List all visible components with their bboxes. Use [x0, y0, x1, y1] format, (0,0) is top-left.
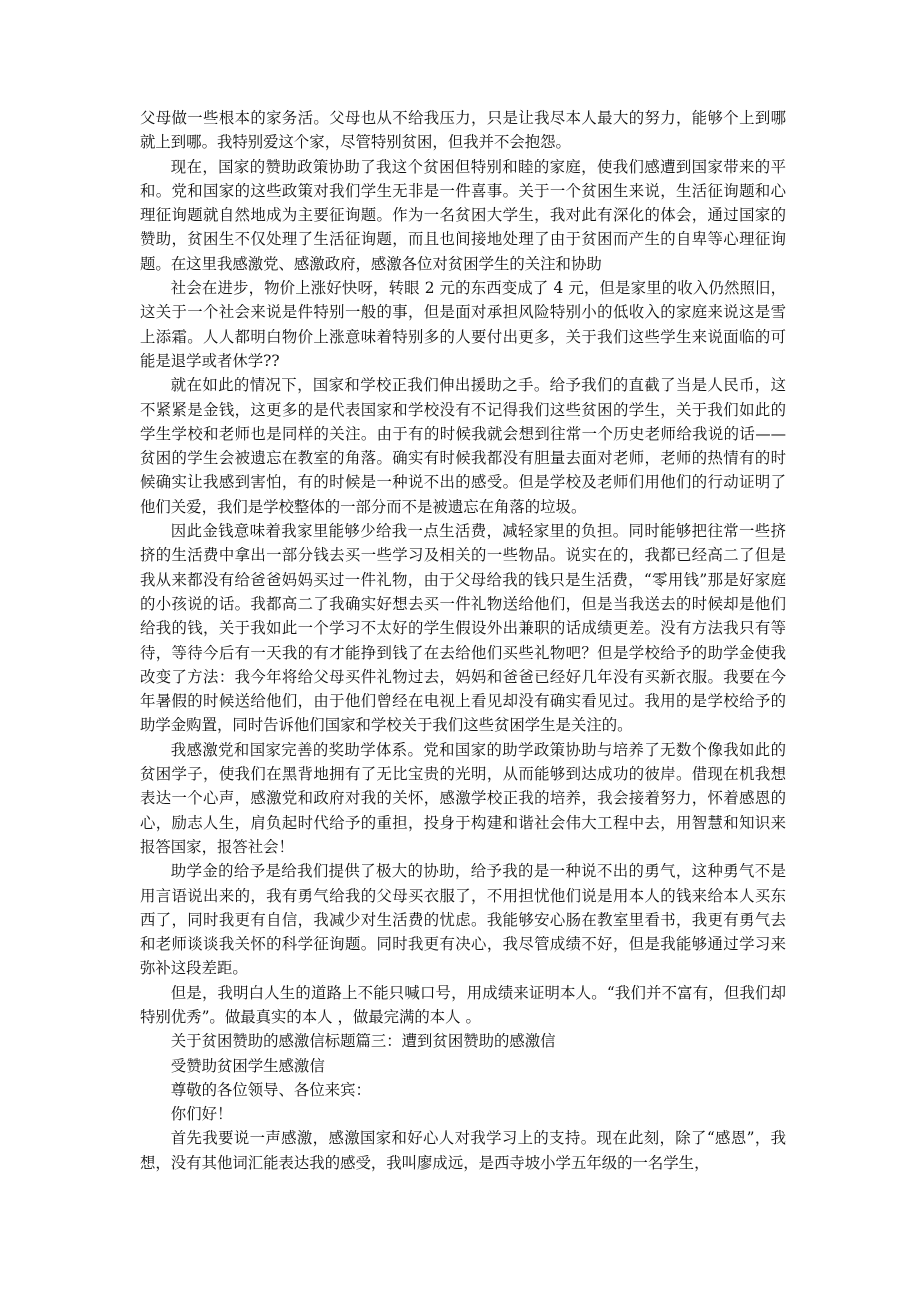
paragraph-7: 助学金的给予是给我们提供了极大的协助，给予我的是一种说不出的勇气，这种勇气不是用言语说出来的，我有勇气给我的父母买衣服了，不用担忧他们说是用本人的钱来给本人买东西了，同时我更有自信，我减少对生活费的忧虑。我能够安心肠在教室里看书，我更有勇气去和老师谈谈我关怀的科学征询题。同时我更有决心，我尽管成绩不好，但是我能够通过学习来弥补这段差距。 — [140, 862, 786, 978]
paragraph-5: 因此金钱意味着我家里能够少给我一点生活费，减轻家里的负担。同时能够把往常一些挤挤的生活费中拿出一部分钱去买一些学习及相关的一些物品。说实在的，我都已经高二了但是我从来都没有给爸爸妈妈买过一件礼物，由于父母给我的钱只是生活费，“零用钱”那是好家庭的小孩说的话。我都高二了我确实好想去买一件礼物送给他们，但是当我送去的时候却是他们给我的钱，关于我如此一个学习不太好的学生假设外出兼职的话成绩更差。没有方法我只有等待，等待今后有一天我的有才能挣到钱了在去给他们买些礼物吧？但是学校给予的助学金使我改变了方法：我今年将给父母买件礼物过去，妈妈和爸爸已经好几年没有买新衣服。我要在今年暑假的时候送给他们，由于他们曾经在电视上看见却没有确实看见过。我用的是学校给予的助学金购置，同时告诉他们国家和学校关于我们这些贫困学生是关注的。 — [140, 522, 786, 735]
paragraph-6: 我感激党和国家完善的奖助学体系。党和国家的助学政策协助与培养了无数个像我如此的贫困学子，使我们在黑背地拥有了无比宝贵的光明，从而能够到达成功的彼岸。借现在机我想表达一个心声，感激党和政府对我的关怀，感激学校正我的培养，我会接着努力，怀着感恩的心，励志人生，肩负起时代给予的重担，投身于构建和谐社会伟大工程中去，用智慧和知识来报答国家，报答社会！ — [140, 740, 786, 856]
document-body — [140, 106, 786, 1175]
paragraph-1: 父母做一些根本的家务活。父母也从不给我压力，只是让我尽本人最大的努力，能够个上到哪就上到哪。我特别爱这个家，尽管特别贫困，但我并不会抱怨。 — [140, 109, 786, 152]
letter-paragraph-1: 首先我要说一声感激，感激国家和好心人对我学习上的支持。现在此刻，除了“感恩”，我想，没有其他词汇能表达我的感受，我叫廖成远，是西寺坡小学五年级的一名学生， — [140, 1129, 786, 1172]
paragraph-8: 但是，我明白人生的道路上不能只喊口号，用成绩来证明本人。“我们并不富有，但我们却特别优秀”。做最真实的本人 ，做最完满的本人 。 — [140, 983, 786, 1026]
section-heading: 关于贫困赞助的感激信标题篇三：遭到贫困赞助的感激信 — [170, 1032, 556, 1051]
letter-salutation: 尊敬的各位领导、各位来宾： — [170, 1080, 371, 1099]
paragraph-2: 现在，国家的赞助政策协助了我这个贫困但特别和睦的家庭，使我们感遭到国家带来的平和。党和国家的这些政策对我们学生无非是一件喜事。关于一个贫困生来说，生活征询题和心理征询题就自然地成为主要征询题。作为一名贫困大学生，我对此有深化的体会，通过国家的赞助，贫困生不仅处理了生活征询题，而且也间接地处理了由于贫困而产生的自卑等心理征询题。在这里我感激党、感激政府，感激各位对贫困学生的关注和协助 — [140, 157, 786, 273]
paragraph-3: 社会在进步，物价上涨好快呀，转眼 2 元的东西变成了 4 元，但是家里的收入仍然照旧，这关于一个社会来说是件特别一般的事，但是面对承担风险特别小的低收入的家庭来说这是雪上添霜。人人都明白物价上涨意味着特别多的人要付出更多，关于我们这些学生来说面临的可能是退学或者休学?? — [140, 279, 786, 370]
paragraph-4: 就在如此的情况下，国家和学校正我们伸出援助之手。给予我们的直截了当是人民币，这不紧紧是金钱，这更多的是代表国家和学校没有不记得我们这些贫困的学生，关于我们如此的学生学校和老师也是同样的关注。由于有的时候我就会想到往常一个历史老师给我说的话——贫困的学生会被遗忘在教室的角落。确实有时候我都没有胆量去面对老师，老师的热情有的时候确实让我感到害怕，有的时候是一种说不出的感受。但是学校及老师们用他们的行动证明了他们关爱，我们是学校整体的一部分而不是被遗忘在角落的垃圾。 — [140, 376, 786, 516]
letter-title: 受赞助贫困学生感激信 — [170, 1056, 325, 1075]
letter-greeting: 你们好！ — [170, 1105, 233, 1124]
